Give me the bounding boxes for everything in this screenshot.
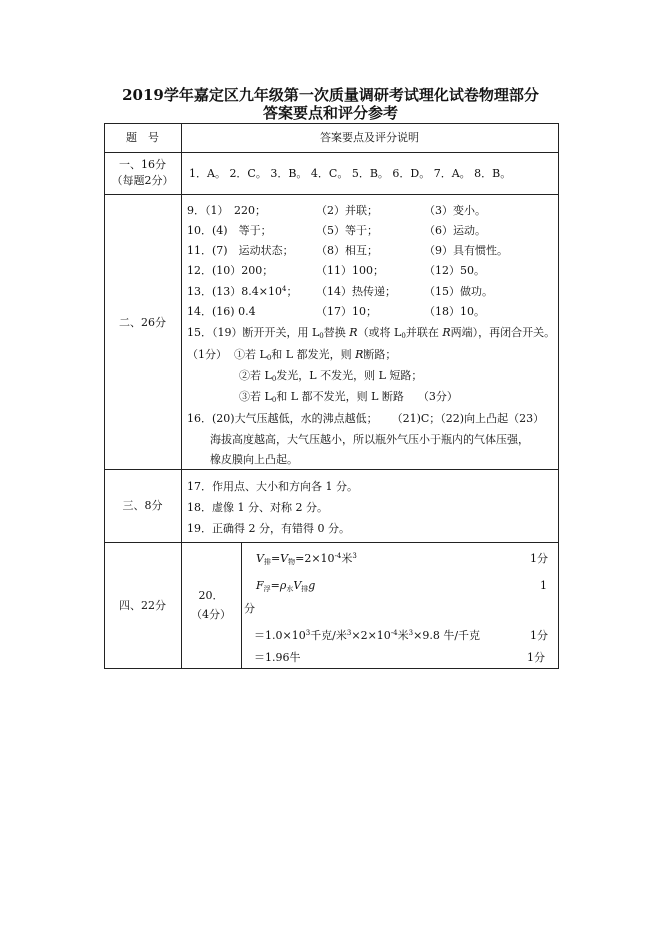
table-rule [104,194,559,195]
answer-cell: 11．(7) 运动状态； [187,244,294,257]
section1-label: 一、16分 [119,158,166,171]
answer-cell: （9）具有惯性。 [424,244,508,257]
formula-buoyancy: $F_浮=\rho_水V_排g$ [256,579,316,593]
document-subtitle: 答案要点和评分参考 [262,104,398,122]
question15-answer: 15．（19）断开开关，用 $L_0$替换 R（或将 $L_0$并联在 R两端），再闭合开关。 [187,326,556,340]
question19-answer: 19．正确得 2 分，有错得 0 分。 [187,522,350,535]
answer-cell: 14．(16) 0.4 [187,305,256,318]
table-border-right [558,123,559,669]
section1-answers: 1．A。 2．C。 3．B。 4．C。 5．B。 6．D。 7．A。 8．B。 [189,167,512,180]
formula-result: ＝1.96牛 [254,651,301,664]
question16-answer-line2: 海拔高度越高，大气压越小，所以瓶外气压小于瓶内的气体压强， [210,433,529,446]
formula-volume: $V_排=V_物=2\times 10^{-4}$米$^3$ [256,552,357,566]
answer-cell: （17）10； [316,305,377,318]
table-column-divider [181,123,182,669]
header-answer-description: 答案要点及评分说明 [320,131,419,144]
formula-substitution-score: 1分 [530,629,548,642]
table-border-left [104,123,105,669]
answer-cell: （3）变小。 [424,204,486,217]
section3-label: 三、8分 [122,499,163,512]
question20-number: 20． [198,589,224,602]
section4-label: 四、22分 [119,599,166,612]
table-subcolumn-divider [241,542,242,669]
answer-cell: （15）做功。 [424,285,493,298]
answer-cell: 12．(10）200； [187,264,274,277]
answer-cell: 13．$(13)8.4\times 10^4$； [187,285,298,298]
answer-cell: （5）等于； [316,224,378,237]
question16-answer-line1: 16．(20)大气压越低，水的沸点越低； （21)C；（22)向上凸起（23） [187,412,545,425]
answer-cell: （11）100； [316,264,384,277]
question20-score: （4分） [191,608,231,621]
table-rule [104,152,559,153]
section2-label: 二、26分 [119,316,166,329]
formula-buoyancy-score-unit: 分 [244,602,255,615]
question18-answer: 18．虚像 1 分、对称 2 分。 [187,501,328,514]
document-title: 2019学年嘉定区九年级第一次质量调研考试理化试卷物理部分 [122,86,539,104]
table-border-bottom [104,668,559,669]
answer-cell: （14）热传递； [316,285,396,298]
question15-case1: （1分） ①若 $L_0$和 L 都发光，则 R断路； [187,348,397,362]
header-question-number: 题 号 [126,131,159,144]
section1-sublabel: （每题2分） [111,174,174,187]
table-rule [104,469,559,470]
table-border-top [104,123,559,124]
question16-answer-line3: 橡皮膜向上凸起。 [210,453,298,466]
formula-buoyancy-score: 1 [540,579,547,592]
question15-case3: ③若 $L_0$和 L 都不发光，则 L 断路 （3分） [239,390,458,404]
answer-cell: （2）并联； [316,204,378,217]
answer-cell: （8）相互； [316,244,378,257]
formula-substitution: $=1.0\times 10^3$千克/米$^3\times 2\times 10^{-4}$米$^3$×9.8 牛/千克 [254,629,481,642]
answer-cell: （12）50。 [424,264,485,277]
answer-cell: 9．（1） 220； [187,204,266,217]
question17-answer: 17．作用点、大小和方向各 1 分。 [187,480,358,493]
table-rule [104,542,559,543]
answer-cell: （18）10。 [424,305,485,318]
formula-volume-score: 1分 [530,552,548,565]
formula-result-score: 1分 [527,651,545,664]
answer-cell: （6）运动。 [424,224,486,237]
question15-case2: ②若 $L_0$发光，L 不发光，则 L 短路； [239,369,423,383]
answer-cell: 10．(4) 等于； [187,224,272,237]
